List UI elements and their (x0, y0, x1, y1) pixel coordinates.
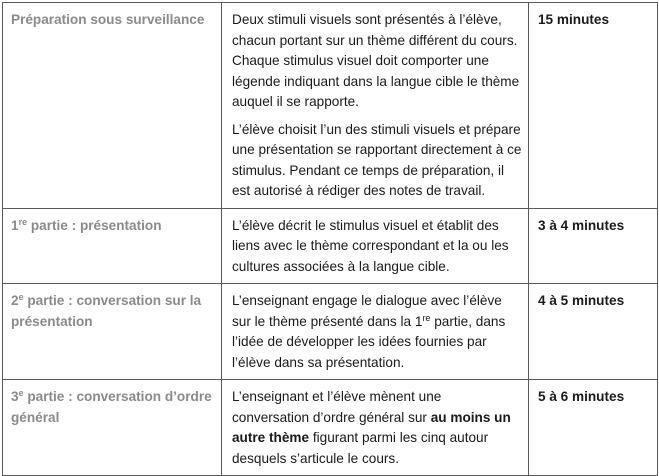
ordinal-suffix: e (18, 388, 24, 398)
description-paragraph (232, 387, 522, 469)
section-cell: Préparation sous surveillance (3, 3, 222, 209)
table-row (3, 380, 658, 476)
section-cell (3, 284, 222, 380)
description-paragraph (232, 291, 522, 373)
duration-cell: 5 à 6 minutes (529, 380, 658, 476)
emphasis-text: au moins un autre thème (232, 409, 511, 445)
description-cell (222, 284, 529, 380)
table-row (3, 208, 658, 284)
section-label: partie : conversation d’ordre général (11, 389, 212, 425)
description-cell (222, 208, 529, 284)
description-paragraph: L’élève décrit le stimulus visuel et établit des liens avec le thème correspondant et la ou les cultures associées à la langue cible. (232, 217, 509, 274)
section-number: 2 (11, 293, 19, 308)
ordinal-suffix: e (18, 292, 24, 302)
section-cell (3, 380, 222, 476)
description-cell (222, 3, 529, 209)
ordinal-suffix: re (18, 216, 28, 227)
section-number: 3 (11, 389, 19, 404)
oral-assessment-table (2, 2, 658, 476)
description-text: L’enseignant et l’élève mènent une conversation d’ordre général sur (232, 389, 442, 425)
duration-cell: 3 à 4 minutes (529, 208, 658, 284)
ordinal-suffix: re (422, 312, 431, 323)
section-label: partie : conversation sur la présentation (11, 293, 202, 329)
description-cell (222, 380, 529, 476)
description-text: partie, dans l’idée de développer les idées fournies par l’élève dans sa présentation. (232, 313, 506, 370)
section-label: partie : présentation (27, 217, 162, 233)
description-text: figurant parmi les cinq autour desquels s’articule le cours. (232, 430, 489, 466)
description-paragraph: L’élève choisit l’un des stimuli visuels et prépare une présentation se rapportant directement à ce stimulus. Pendant ce temps de préparation, il est autorisé à rédiger des notes de travail. (232, 121, 522, 198)
table-row (3, 284, 658, 380)
duration-cell: 4 à 5 minutes (529, 284, 658, 380)
section-cell (3, 208, 222, 284)
duration-cell: 15 minutes (529, 3, 658, 209)
description-text: L’enseignant engage le dialogue avec l’élève sur le thème présenté dans la 1 (232, 293, 502, 329)
description-paragraph: Deux stimuli visuels sont présentés à l’élève, chacun portant sur un thème différent du cours. Chaque stimulus visuel doit comporter une légende indiquant dans la langue cible le thème auquel il se rapporte. (232, 12, 520, 109)
table-row (3, 3, 658, 209)
section-number: 1 (11, 217, 19, 233)
